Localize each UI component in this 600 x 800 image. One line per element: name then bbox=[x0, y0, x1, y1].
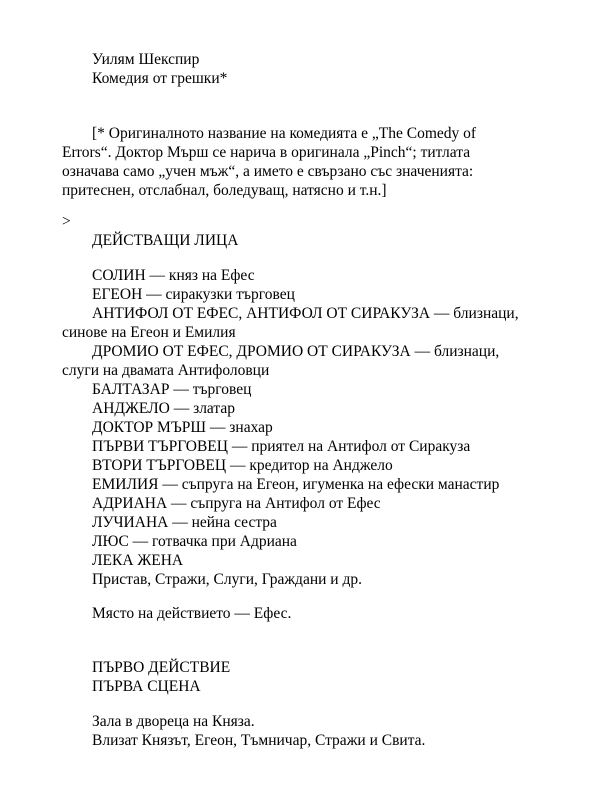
cast-line: ДРОМИО ОТ ЕФЕС, ДРОМИО ОТ СИРАКУЗА — близнаци, bbox=[92, 343, 500, 360]
cast-heading: ДЕЙСТВАЩИ ЛИЦА bbox=[92, 232, 239, 249]
cast-line: ПЪРВИ ТЪРГОВЕЦ — приятел на Антифол от Сиракуза bbox=[92, 438, 471, 455]
setting-line: Място на действието — Ефес. bbox=[92, 605, 292, 622]
cast-line: АНТИФОЛ ОТ ЕФЕС, АНТИФОЛ ОТ СИРАКУЗА — близнаци, bbox=[92, 305, 519, 322]
cast-line: ВТОРИ ТЪРГОВЕЦ — кредитор на Анджело bbox=[92, 457, 393, 474]
cast-line: ДОКТОР МЪРШ — знахар bbox=[92, 419, 273, 436]
scene-title: ПЪРВА СЦЕНА bbox=[92, 678, 201, 695]
footnote-line-2: Errors“. Доктор Мърш се нарича в оригинала „Pinch“; титлата bbox=[62, 144, 471, 161]
cast-line: ЛЮС — готвачка при Адриана bbox=[92, 533, 297, 550]
cast-line: синове на Егеон и Емилия bbox=[62, 324, 236, 341]
section-marker: > bbox=[62, 213, 71, 230]
cast-line: ЕГЕОН — сиракузки търговец bbox=[92, 286, 295, 303]
footnote-line-1: [* Оригиналното название на комедията е „The Comedy of bbox=[92, 125, 477, 142]
cast-line: ЛЕКА ЖЕНА bbox=[92, 552, 184, 569]
play-title: Комедия от грешки* bbox=[92, 70, 228, 87]
cast-line: БАЛТАЗАР — търговец bbox=[92, 381, 252, 398]
cast-line: АНДЖЕЛО — златар bbox=[92, 400, 235, 417]
cast-line: ЕМИЛИЯ — съпруга на Егеон, игуменка на ефески манастир bbox=[92, 476, 500, 493]
cast-line: Пристав, Стражи, Слуги, Граждани и др. bbox=[92, 571, 362, 588]
cast-line: ЛУЧИАНА — нейна сестра bbox=[92, 514, 277, 531]
cast-line: СОЛИН — княз на Ефес bbox=[92, 267, 255, 284]
act-title: ПЪРВО ДЕЙСТВИЕ bbox=[92, 659, 231, 676]
stage-direction: Зала в двореца на Княза. bbox=[92, 713, 255, 730]
stage-direction: Влизат Князът, Егеон, Тъмничар, Стражи и Свита. bbox=[92, 732, 426, 749]
footnote-line-3: означава само „учен мъж“, а името е свързано със значенията: bbox=[62, 163, 474, 180]
cast-line: слуги на двамата Антифоловци bbox=[62, 362, 270, 379]
footnote-line-4: притеснен, отслабнал, боледуващ, натясно и т.н.] bbox=[62, 182, 387, 199]
cast-line: АДРИАНА — съпруга на Антифол от Ефес bbox=[92, 495, 381, 512]
author-name: Уилям Шекспир bbox=[92, 51, 200, 68]
